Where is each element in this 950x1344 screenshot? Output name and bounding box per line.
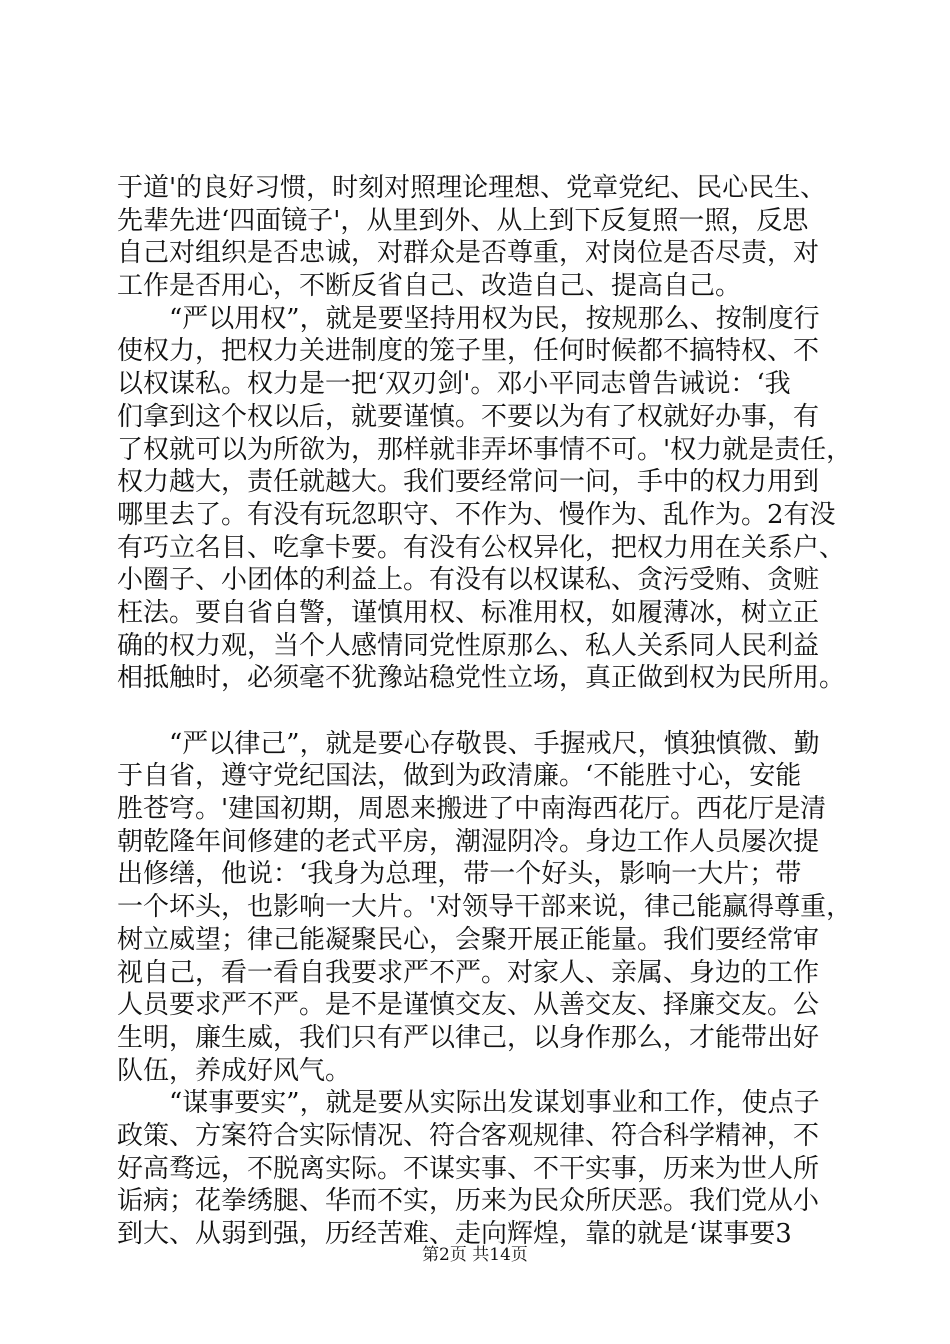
text-line: 有巧立名目、吃拿卡要。有没有公权异化，把权力用在关系户、 <box>117 532 846 563</box>
body-text <box>117 172 853 1251</box>
text-line: 先辈先进‘四面镜子'，从里到外、从上到下反复照一照，反思 <box>117 205 809 236</box>
text-line: 生明，廉生威，我们只有严以律己，以身作那么，才能带出好 <box>117 1022 820 1053</box>
text-line: 确的权力观，当个人感情同党性原那么、私人关系同人民利益 <box>117 630 820 661</box>
text-line: 哪里去了。有没有玩忽职守、不作为、慢作为、乱作为。2有没 <box>117 499 836 530</box>
text-line: 胜苍穹。'建国初期，周恩来搬进了中南海西花厅。西花厅是清 <box>117 794 827 825</box>
text-line: 们拿到这个权以后，就要谨慎。不要以为有了权就好办事，有 <box>117 401 820 432</box>
text-line: 视自己，看一看自我要求严不严。对家人、亲属、身边的工作 <box>117 957 820 988</box>
text-line: 工作是否用心，不断反省自己、改造自己、提高自己。 <box>117 271 742 302</box>
text-line: 了权就可以为所欲为，那样就非弄坏事情不可。'权力就是责任， <box>117 434 853 465</box>
text-line: “谋事要实”，就是要从实际出发谋划事业和工作，使点子 <box>117 1088 820 1119</box>
text-line: 于自省，遵守党纪国法，做到为政清廉。‘不能胜寸心，安能 <box>117 761 802 792</box>
text-line: “严以律己”，就是要心存敬畏、手握戒尺，慎独慎微、勤 <box>117 728 820 759</box>
text-line: 使权力，把权力关进制度的笼子里，任何时候都不搞特权、不 <box>117 336 820 367</box>
text-line: 于道'的良好习惯，时刻对照理论理想、党章党纪、民心民生、 <box>117 173 827 203</box>
page-footer: 第2页 共14页 <box>422 1245 528 1265</box>
text-line: 人员要求严不严。是不是谨慎交友、从善交友、择廉交友。公 <box>117 990 820 1021</box>
text-line: 枉法。要自省自警，谨慎用权、标准用权，如履薄冰，树立正 <box>117 597 820 628</box>
text-line: 政策、方案符合实际情况、符合客观规律、符合科学精神，不 <box>117 1120 820 1151</box>
text-line: 权力越大，责任就越大。我们要经常问一问，手中的权力用到 <box>117 467 820 498</box>
text-line: 好高骛远，不脱离实际。不谋实事、不干实事，历来为世人所 <box>117 1153 820 1184</box>
text-line: “严以用权”，就是要坚持用权为民，按规那么、按制度行 <box>117 303 820 334</box>
text-line: 一个坏头，也影响一大片。'对领导干部来说，律己能赢得尊重， <box>117 892 853 923</box>
text-line: 自己对组织是否忠诚，对群众是否尊重，对岗位是否尽责，对 <box>117 238 820 269</box>
text-line: 小圈子、小团体的利益上。有没有以权谋私、贪污受贿、贪赃 <box>117 565 820 596</box>
text-line: 树立威望；律己能凝聚民心，会聚开展正能量。我们要经常审 <box>117 924 820 955</box>
paragraph-gap <box>117 695 847 728</box>
text-line: 诟病；花拳绣腿、华而不实，历来为民众所厌恶。我们党从小 <box>117 1186 820 1217</box>
text-line: 相抵触时，必须毫不犹豫站稳党性立场，真正做到权为民所用。 <box>117 663 846 694</box>
text-line: 队伍，养成好风气。 <box>117 1055 352 1086</box>
text-line: 出修缮，他说：‘我身为总理，带一个好头，影响一大片；带 <box>117 859 802 890</box>
text-line: 到大、从弱到强，历经苦难、走向辉煌，靠的就是‘谋事要3 <box>117 1219 792 1249</box>
text-line: 朝乾隆年间修建的老式平房，潮湿阴冷。身边工作人员屡次提 <box>117 826 820 857</box>
text-line: 以权谋私。权力是一把‘双刃剑'。邓小平同志曾告诫说：‘我 <box>117 369 791 400</box>
